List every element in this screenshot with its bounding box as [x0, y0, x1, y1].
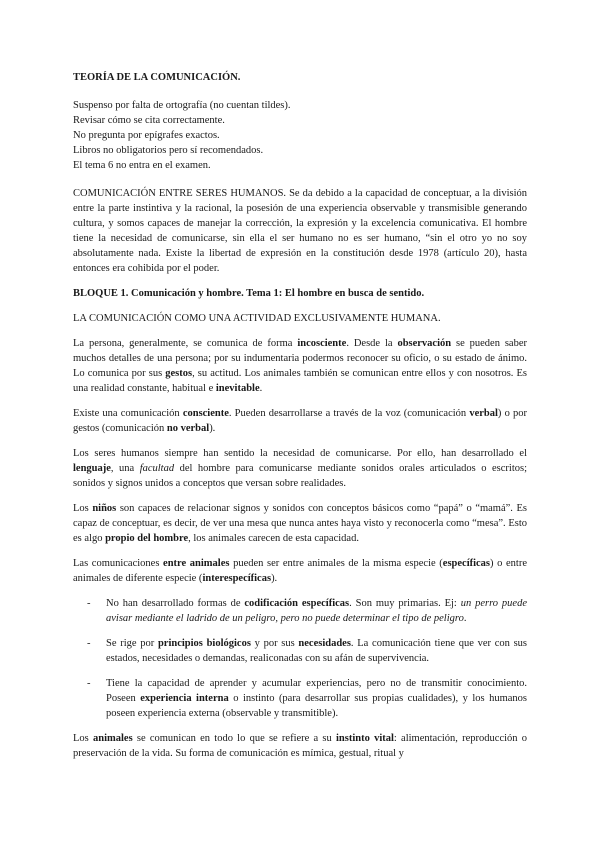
paragraph-animal-instinct: Los animales se comunican en todo lo que se refiere a su instinto vital: alimentación, reproducción o preservación de la vida. Su forma de comunicación es mímica, gestual, ritual y — [73, 733, 527, 759]
document-body — [73, 70, 527, 761]
list-item: - Se rige por principios biológicos y por sus necesidades. La comunicación tiene que ver con sus estados, necesidades o demandas, realiconadas con su afán de supervivencia. — [87, 638, 528, 664]
note-line: Revisar cómo se cita correctamente. — [73, 115, 225, 126]
list-item: - Tiene la capacidad de aprender y acumular experiencias, pero no de transmitir conocimiento. Poseen experiencia interna o instinto (para desarrollar sus propias cualidades), y los humanos poseen experiencia externa (observable y transmitible). — [87, 678, 527, 719]
note-line: No pregunta por epígrafes exactos. — [73, 130, 220, 141]
block-heading: BLOQUE 1. Comunicación y hombre. Tema 1: El hombre en busca de sentido. — [73, 288, 425, 299]
notes-list — [73, 98, 527, 173]
note-line: El tema 6 no entra en el examen. — [73, 160, 211, 171]
section-heading: LA COMUNICACIÓN COMO UNA ACTIVIDAD EXCLUSIVAMENTE HUMANA. — [73, 313, 441, 324]
note-line: Suspenso por falta de ortografía (no cuentan tildes). — [73, 100, 291, 111]
note-line: Libros no obligatorios pero sí recomendados. — [73, 145, 264, 156]
document-title: TEORÍA DE LA COMUNICACIÓN. — [73, 72, 241, 83]
list-item: - No han desarrollado formas de codificación específicas. Son muy primarias. Ej: un perro puede avisar mediante el ladrido de un peligro, pero no puede determinar el tipo de peligro. — [87, 598, 527, 624]
intro-paragraph: COMUNICACIÓN ENTRE SERES HUMANOS. Se da debido a la capacidad de conceptuar, a la división entre la parte instintiva y la racional, la posesión de una experiencia observable y transmisible generando cultura, y somos capaces de manejar la corrección, la expresión y la excelencia comunicativa. El hombre tiene la necesidad de comunicarse, sin ella el ser humano no es ser humano, “sin el otro yo no soy absolutamente nada. Existe la libertad de expresión en la constitución desde 1978 (artículo 20), hasta entonces era cohibida por el poder. — [73, 188, 527, 274]
dash-bullet: - — [87, 678, 91, 689]
paragraph-children: Los niños son capaces de relacionar signos y sonidos con conceptos básicos como “papá” o “mamá”. Es capaz de conceptuar, es decir, de ver una mesa que nunca antes haya visto y reconocerla como “mesa”. Esto es algo propio del hombre, los animales carecen de esta capacidad. — [73, 503, 527, 544]
paragraph-animal-communication: Las comunicaciones entre animales pueden ser entre animales de la misma especie (específicas) o entre animales de diferente especie (interespecíficas). — [73, 558, 527, 584]
dash-bullet: - — [87, 638, 91, 649]
animal-traits-list — [73, 596, 527, 721]
paragraph-consciousness: La persona, generalmente, se comunica de forma incosciente. Desde la observación se pueden saber muchos detalles de una persona; por su indumentaria podermos reconocer su oficio, o su estado de ánimo. Lo comunica por sus gestos, su actitud. Los animales también se comunican entre ellos y con nosotros. Es una realidad constante, habitual e inevitable. — [73, 338, 527, 394]
dash-bullet: - — [87, 598, 91, 609]
paragraph-conscious-communication: Existe una comunicación consciente. Pueden desarrollarse a través de la voz (comunicación verbal) o por gestos (comunicación no verbal). — [73, 408, 527, 434]
paragraph-language: Los seres humanos siempre han sentido la necesidad de comunicarse. Por ello, han desarrollado el lenguaje, una facultad del hombre para comunicarse mediante sonidos orales articulados o escritos; sonidos y signos unidos a conceptos que versan sobre realidades. — [73, 448, 527, 489]
